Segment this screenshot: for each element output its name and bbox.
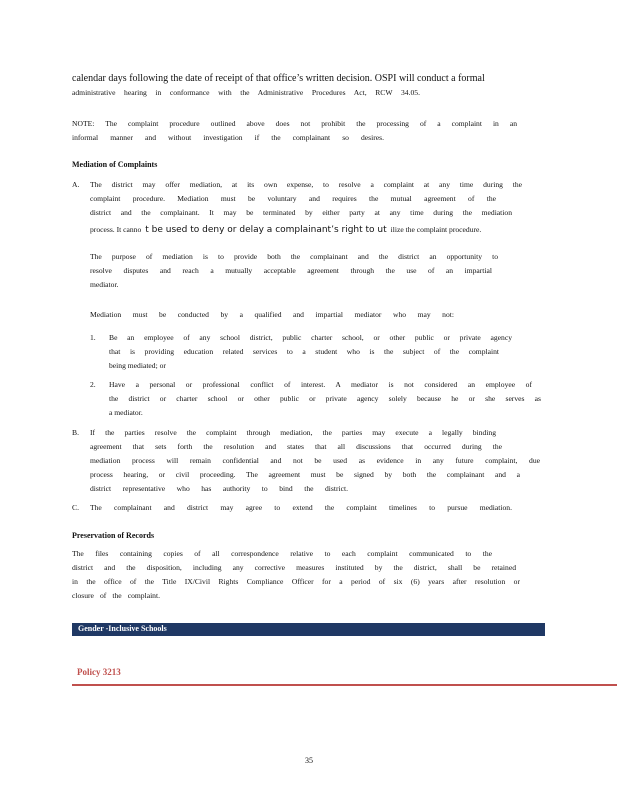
paragraph-line: Mediation must be conducted by a qualified and impartial mediator who may not: — [90, 310, 454, 319]
section-title: Gender -Inclusive Schools — [78, 624, 167, 633]
list-item-line: a mediator. — [109, 408, 143, 417]
mediation-heading: Mediation of Complaints — [72, 160, 158, 169]
section-title-bar — [72, 623, 545, 636]
line-prefix: process. It canno — [90, 225, 142, 234]
policy-label: Policy 3213 — [77, 667, 121, 677]
intro-line: administrative hearing in conformance with the Administrative Procedures Act, RCW 34.05. — [72, 88, 420, 97]
list-item-line: Have a personal or professional conflict of interest. A mediator is not considered an employee of — [109, 380, 532, 389]
paragraph-line: If the parties resolve the complaint through mediation, the parties may execute a legally binding — [90, 428, 496, 437]
note-line: informal manner and without investigation if the complainant so desires. — [72, 133, 384, 142]
section-divider — [72, 684, 617, 686]
note-line: NOTE: The complaint procedure outlined above does not prohibit the processing of a complaint in an — [72, 119, 517, 128]
paragraph-line: The files containing copies of all correspondence relative to each complaint communicated to the — [72, 549, 492, 558]
list-item-line: being mediated; or — [109, 361, 166, 370]
paragraph-line: mediation process will remain confidential and not be used as evidence in any future complaint, due — [90, 456, 540, 465]
paragraph-line: in the office of the Title IX/Civil Rights Compliance Officer for a period of six (6) years after resolution or — [72, 577, 520, 586]
list-item-line: Be an employee of any school district, public charter school, or other public or private agency — [109, 333, 512, 342]
paragraph-line: The complainant and district may agree to extend the complaint timelines to pursue mediation. — [90, 503, 512, 512]
line-suffix: ilize the complaint procedure. — [390, 225, 482, 234]
list-marker: A. — [72, 180, 80, 189]
paragraph-line: The district may offer mediation, at its own expense, to resolve a complaint at any time during the — [90, 180, 522, 189]
paragraph-line: closure of the complaint. — [72, 591, 160, 600]
paragraph-line: district representative who has authority to bind the district. — [90, 484, 348, 493]
list-item-line: the district or charter school or other public or private agency solely because he or she serves as — [109, 394, 541, 403]
list-marker: B. — [72, 428, 79, 437]
paragraph-line: complaint procedure. Mediation must be voluntary and requires the mutual agreement of the — [90, 194, 496, 203]
paragraph-line: process hearing, or civil proceeding. The agreement must be signed by both the complainant and a — [90, 470, 520, 479]
page-number: 35 — [305, 756, 313, 765]
list-marker: 2. — [90, 380, 96, 389]
paragraph-line: The purpose of mediation is to provide both the complainant and the district an opportunity to — [90, 252, 498, 261]
paragraph-line — [90, 219, 530, 237]
list-marker: 1. — [90, 333, 96, 342]
paragraph-line: district and the complainant. It may be terminated by either party at any time during the mediation — [90, 208, 512, 217]
paragraph-line: mediator. — [90, 280, 119, 289]
records-heading: Preservation of Records — [72, 531, 155, 540]
line-enlarged-text: t be used to deny or delay a complainant’s right to ut — [145, 225, 387, 235]
paragraph-line: district and the disposition, including any corrective measures instituted by the district, shall be retained — [72, 563, 516, 572]
list-marker: C. — [72, 503, 79, 512]
paragraph-line: resolve disputes and reach a mutually acceptable agreement through the use of an impartial — [90, 266, 492, 275]
list-item-line: that is providing education related services to a student who is the subject of the complaint — [109, 347, 499, 356]
paragraph-line: agreement that sets forth the resolution and states that all discussions that occurred during the — [90, 442, 502, 451]
intro-line: calendar days following the date of receipt of that office’s written decision. OSPI will conduct a formal — [72, 73, 485, 84]
